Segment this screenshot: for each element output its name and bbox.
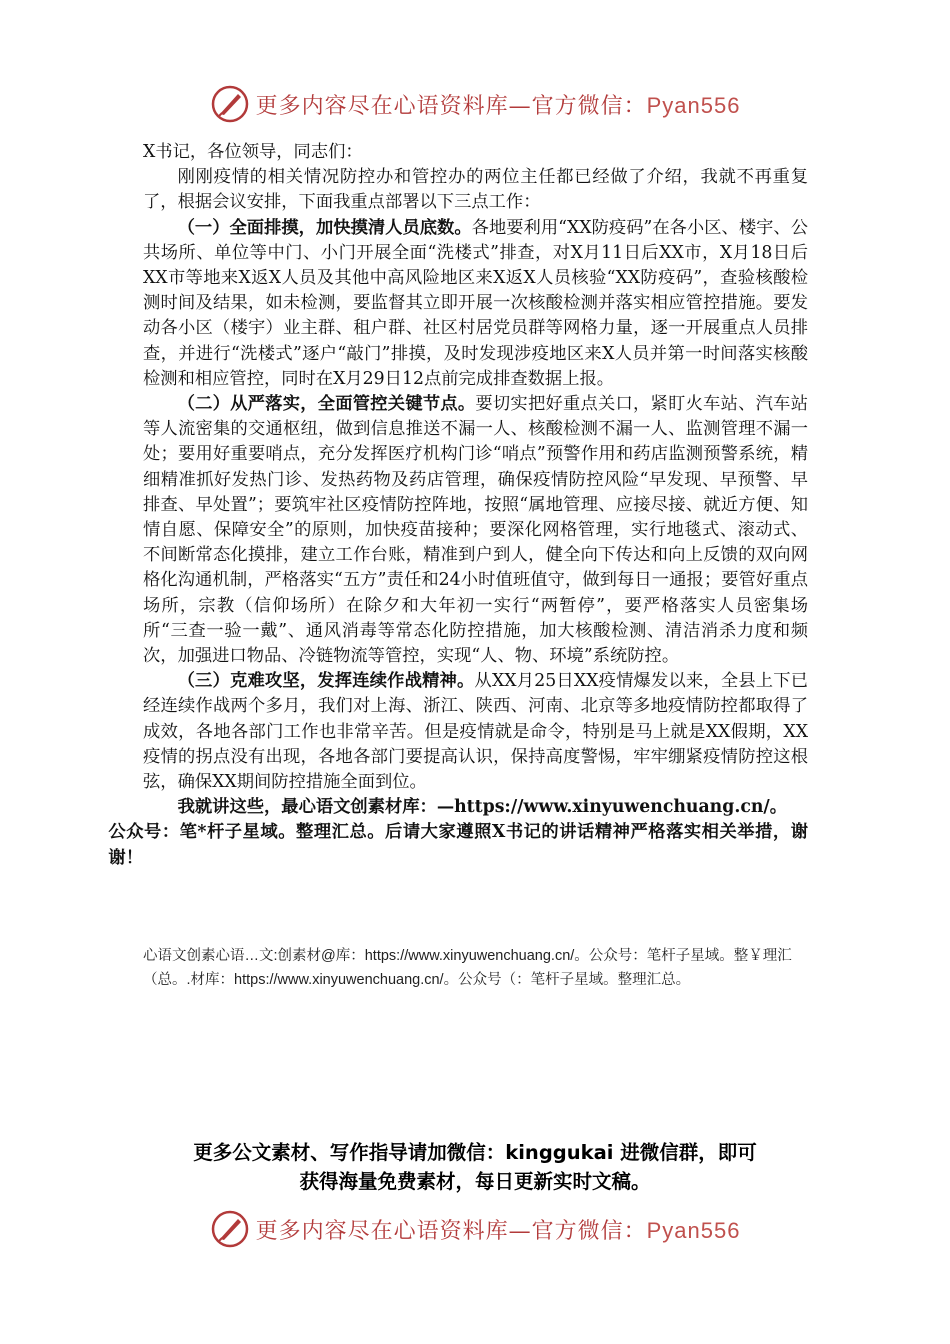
intro-paragraph: 刚刚疫情的相关情况防控办和管控办的两位主任都已经做了介绍，我就不再重复了，根据会议安排，下面我重点部署以下三点工作：: [143, 167, 808, 213]
quill-logo-icon: [210, 1209, 250, 1249]
section-1: [143, 216, 808, 392]
section-3: [143, 669, 808, 795]
header-banner: [0, 80, 950, 128]
section-2-title: （二）从严落实，全面管控关键节点。: [177, 394, 476, 415]
section-1-body: 各地要利用“XX防疫码”在各小区、楼宇、公共场所、单位等中门、小门开展全面“洗楼式”排查，对X月11日后XX市，X月18日后XX市等地来X返X人员及其他中高风险地区来X返X人员核验“XX防疫码”，查验核酸检测时间及结果，如未检测，要监督其立即开展一次核酸检测并落实相应管控措施。要发动各小区（楼宇）业主群、租户群、社区村居党员群等网格力量，逐一开展重点人员排查，并进行“洗楼式”逐户“敲门”排摸，及时发现涉疫地区来X人员并第一时间落实核酸检测和相应管控，同时在X月29日12点前完成排查数据上报。: [143, 217, 808, 389]
quill-logo-icon: [210, 84, 250, 124]
section-3-title: （三）克难攻坚，发挥连续作战精神。: [177, 671, 475, 692]
section-2: [143, 392, 808, 669]
promo-line-1: 更多公文素材、写作指导请加微信：kinggukai 进微信群，即可: [193, 1141, 757, 1164]
closing-line-a: 我就讲这些，最心语文创素材库：—https://www.xinyuwenchuang.cn/。: [177, 797, 788, 818]
closing-paragraph: [108, 795, 808, 871]
closing-line-b: 公众号：笔*杆子星域。整理汇总。后请大家遵照X书记的讲话精神严格落实相关举措，谢谢！: [108, 822, 808, 868]
section-1-title: （一）全面排摸，加快摸清人员底数。: [177, 217, 472, 238]
section-2-body: 要切实把好重点关口，紧盯火车站、汽车站等人流密集的交通枢纽，做到信息推送不漏一人、核酸检测不漏一人、监测管理不漏一处；要用好重要哨点，充分发挥医疗机构门诊“哨点”预警作用和药店监测预警系统，精细精准抓好发热门诊、发热药物及药店管理，确保疫情防控风险“早发现、早预警、早排查、早处置”；要筑牢社区疫情防控阵地，按照“属地管理、应接尽接、就近方便、知情自愿、保障安全”的原则，加快疫苗接种；要深化网格管理，实行地毯式、滚动式、不间断常态化摸排，建立工作台账，精准到户到人，健全向下传达和向上反馈的双向网格化沟通机制，严格落实“五方”责任和24小时值班值守，做到每日一通报；要管好重点场所，宗教（信仰场所）在除夕和大年初一实行“两暂停”，要严格落实人员密集场所“三查一验一戴”、通风消毒等常态化防控措施，加大核酸检测、清洁消杀力度和频次，加强进口物品、冷链物流等管控，实现“人、物、环境”系统防控。: [143, 394, 808, 667]
greeting: X书记，各位领导，同志们：: [143, 142, 363, 162]
promo-line-2: 获得海量免费素材，每日更新实时文稿。: [299, 1170, 651, 1193]
source-footnote: 心语文创素心语…文:创素材@库：https://www.xinyuwenchuang.cn/。公众号：笔杆子星域。整￥理汇（总。.材库：https://www.xinyuwenchuang.cn/。公众号（：笔杆子星域。整理汇总。: [143, 948, 792, 988]
section-3-body: 从XX月25日XX疫情爆发以来，全县上下已经连续作战两个多月，我们对上海、浙江、陕西、河南、北京等多地疫情防控都取得了成效，各地各部门工作也非常辛苦。但是疫情就是命令，特别是马上就是XX假期，XX疫情的拐点没有出现，各地各部门要提高认识，保持高度警惕，牢牢绷紧疫情防控这根弦，确保XX期间防控措施全面到位。: [143, 671, 808, 793]
document-body: [108, 140, 808, 871]
banner-text: 更多内容尽在心语资料库—官方微信：Pyan556: [255, 92, 741, 119]
footer-banner: [0, 1205, 950, 1253]
banner-text: 更多内容尽在心语资料库—官方微信：Pyan556: [255, 1217, 741, 1244]
promo-text: [0, 1138, 950, 1196]
